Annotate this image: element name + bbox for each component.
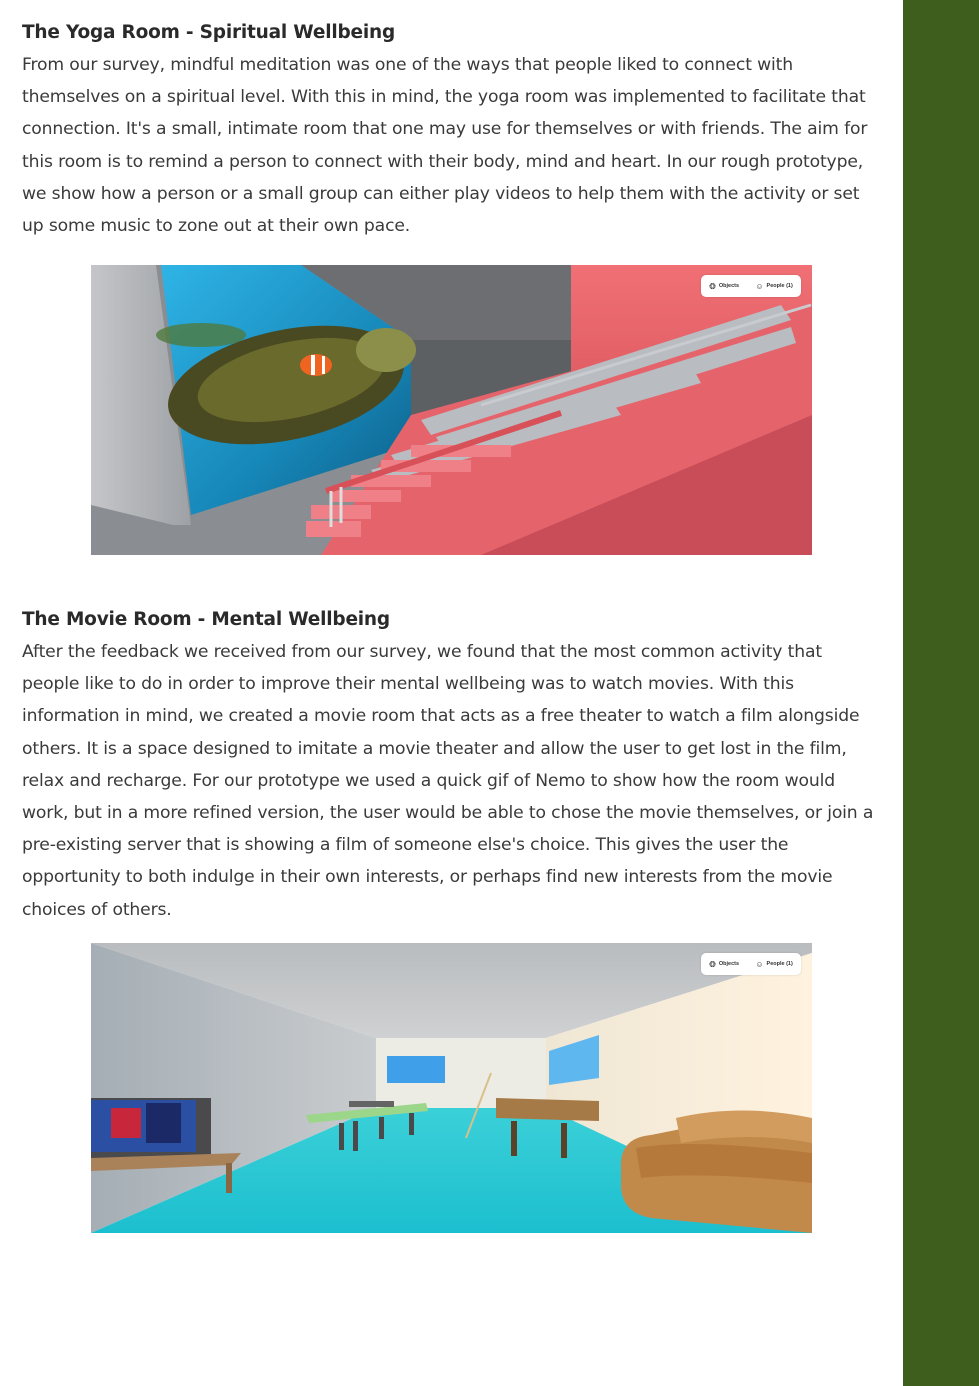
people-button[interactable]	[755, 282, 792, 291]
yoga-section	[22, 21, 884, 242]
theater-scene	[91, 265, 812, 555]
lounge-scene	[91, 943, 812, 1233]
objects-icon: ❂	[709, 281, 716, 291]
theater-room-render	[91, 265, 812, 555]
hud-toolbar	[701, 275, 801, 297]
people-icon: ☺	[755, 281, 764, 291]
objects-icon: ❂	[709, 959, 716, 969]
objects-button-2[interactable]	[709, 960, 739, 969]
movie-section	[22, 608, 884, 926]
movie-heading: The Movie Room - Mental Wellbeing	[22, 609, 390, 630]
hud-toolbar-2	[701, 953, 801, 975]
sidebar-accent-bar	[903, 0, 979, 1386]
objects-label: Objects	[718, 283, 740, 289]
yoga-paragraph: From our survey, mindful meditation was one of the ways that people liked to connect with themselves on a spiritual level. With this in mind, the yoga room was implemented to facilitate that connection. It's a small, intimate room that one may use for themselves or with friends. The aim for this room is to remind a person to connect with their body, mind and heart. In our rough prototype, we show how a person or a small group can either play videos to help them with the activity or set up some music to zone out at their own pace.	[22, 55, 868, 237]
movie-paragraph: After the feedback we received from our survey, we found that the most common activity that people like to do in order to improve their mental wellbeing was to watch movies. With this information in mind, we created a movie room that acts as a free theater to watch a film alongside others. It is a space designed to imitate a movie theater and allow the user to get lost in the film, relax and recharge. For our prototype we used a quick gif of Nemo to show how the room would work, but in a more refined version, the user would be able to chose the movie themselves, or join a pre-existing server that is showing a film of someone else's choice. This gives the user the opportunity to both indulge in their own interests, or perhaps find new interests from the movie choices of others.	[22, 642, 874, 920]
people-label: People (1)	[766, 283, 793, 289]
yoga-heading: The Yoga Room - Spiritual Wellbeing	[22, 22, 396, 43]
objects-button[interactable]	[709, 282, 739, 291]
people-button-2[interactable]	[755, 960, 792, 969]
people-icon: ☺	[755, 959, 764, 969]
people-label-2: People (1)	[766, 961, 793, 967]
objects-label-2: Objects	[718, 961, 740, 967]
lounge-room-render	[91, 943, 812, 1233]
